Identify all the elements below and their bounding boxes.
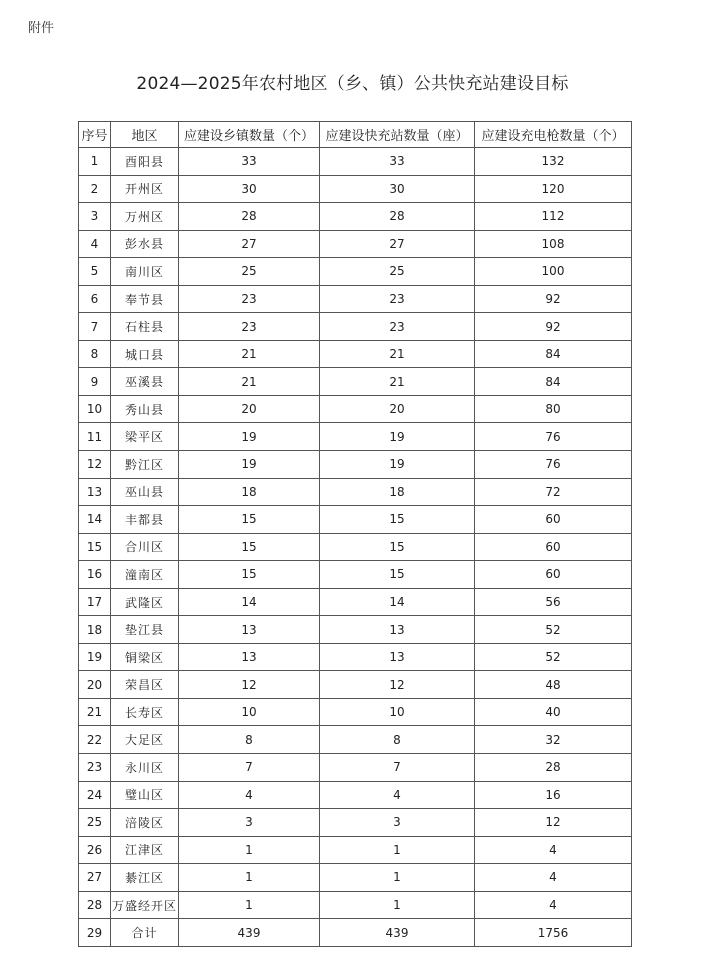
row-region: 城口县 [111, 340, 179, 368]
row-region: 荣昌区 [111, 671, 179, 699]
row-guns: 120 [475, 175, 632, 203]
row-stations: 13 [320, 616, 475, 644]
table-row [79, 864, 632, 892]
row-index: 21 [79, 698, 111, 726]
header-guns: 应建设充电枪数量（个） [475, 122, 632, 148]
row-index: 6 [79, 285, 111, 313]
row-region: 垫江县 [111, 616, 179, 644]
row-guns: 16 [475, 781, 632, 809]
row-towns: 8 [179, 726, 320, 754]
row-region: 潼南区 [111, 561, 179, 589]
row-guns: 76 [475, 423, 632, 451]
table-row [79, 754, 632, 782]
table-row [79, 533, 632, 561]
row-index: 2 [79, 175, 111, 203]
row-guns: 112 [475, 203, 632, 231]
row-stations: 23 [320, 285, 475, 313]
row-index: 19 [79, 643, 111, 671]
table-row [79, 258, 632, 286]
row-towns: 1 [179, 891, 320, 919]
row-guns: 80 [475, 395, 632, 423]
row-towns: 13 [179, 643, 320, 671]
row-towns: 23 [179, 285, 320, 313]
row-towns: 21 [179, 368, 320, 396]
row-guns: 60 [475, 533, 632, 561]
row-guns: 40 [475, 698, 632, 726]
row-stations: 3 [320, 809, 475, 837]
row-region: 綦江区 [111, 864, 179, 892]
row-region: 丰都县 [111, 506, 179, 534]
row-index: 13 [79, 478, 111, 506]
row-towns: 1 [179, 836, 320, 864]
row-towns: 20 [179, 395, 320, 423]
table-row [79, 726, 632, 754]
row-towns: 4 [179, 781, 320, 809]
table-row [79, 423, 632, 451]
table-row [79, 340, 632, 368]
row-stations: 13 [320, 643, 475, 671]
row-towns: 14 [179, 588, 320, 616]
row-towns: 28 [179, 203, 320, 231]
row-region: 巫溪县 [111, 368, 179, 396]
row-region: 彭水县 [111, 230, 179, 258]
row-stations: 12 [320, 671, 475, 699]
row-region: 梁平区 [111, 423, 179, 451]
row-guns: 52 [475, 643, 632, 671]
row-stations: 18 [320, 478, 475, 506]
row-stations: 1 [320, 864, 475, 892]
row-index: 10 [79, 395, 111, 423]
row-index: 5 [79, 258, 111, 286]
row-guns: 48 [475, 671, 632, 699]
targets-table [78, 121, 632, 947]
row-region: 合川区 [111, 533, 179, 561]
row-region: 奉节县 [111, 285, 179, 313]
row-stations: 20 [320, 395, 475, 423]
row-guns: 52 [475, 616, 632, 644]
row-towns: 15 [179, 561, 320, 589]
row-guns: 76 [475, 451, 632, 479]
row-towns: 21 [179, 340, 320, 368]
row-stations: 439 [320, 919, 475, 947]
row-towns: 25 [179, 258, 320, 286]
row-index: 16 [79, 561, 111, 589]
row-guns: 108 [475, 230, 632, 258]
row-guns: 84 [475, 368, 632, 396]
row-stations: 14 [320, 588, 475, 616]
table-row [79, 891, 632, 919]
table-row [79, 368, 632, 396]
row-towns: 15 [179, 506, 320, 534]
row-guns: 84 [475, 340, 632, 368]
row-towns: 19 [179, 423, 320, 451]
row-guns: 60 [475, 561, 632, 589]
row-region: 石柱县 [111, 313, 179, 341]
row-stations: 27 [320, 230, 475, 258]
row-index: 3 [79, 203, 111, 231]
row-guns: 92 [475, 313, 632, 341]
row-index: 18 [79, 616, 111, 644]
row-guns: 56 [475, 588, 632, 616]
row-guns: 1756 [475, 919, 632, 947]
table-row [79, 588, 632, 616]
row-stations: 33 [320, 148, 475, 176]
row-stations: 4 [320, 781, 475, 809]
row-region: 合计 [111, 919, 179, 947]
table-row [79, 919, 632, 947]
row-index: 26 [79, 836, 111, 864]
row-index: 28 [79, 891, 111, 919]
header-index: 序号 [79, 122, 111, 148]
table-row [79, 478, 632, 506]
row-stations: 19 [320, 423, 475, 451]
header-stations: 应建设快充站数量（座） [320, 122, 475, 148]
row-stations: 19 [320, 451, 475, 479]
table-row [79, 175, 632, 203]
row-towns: 18 [179, 478, 320, 506]
table-row [79, 285, 632, 313]
row-towns: 439 [179, 919, 320, 947]
row-index: 17 [79, 588, 111, 616]
table-row [79, 230, 632, 258]
row-region: 长寿区 [111, 698, 179, 726]
row-region: 武隆区 [111, 588, 179, 616]
row-index: 15 [79, 533, 111, 561]
table-row [79, 148, 632, 176]
table-row [79, 671, 632, 699]
table-row [79, 203, 632, 231]
attachment-label: 附件 [28, 21, 55, 36]
row-guns: 28 [475, 754, 632, 782]
table-row [79, 698, 632, 726]
row-stations: 28 [320, 203, 475, 231]
row-towns: 15 [179, 533, 320, 561]
table-header-row [79, 122, 632, 148]
row-index: 12 [79, 451, 111, 479]
row-stations: 1 [320, 836, 475, 864]
table-row [79, 561, 632, 589]
row-towns: 23 [179, 313, 320, 341]
row-stations: 10 [320, 698, 475, 726]
row-towns: 13 [179, 616, 320, 644]
row-region: 巫山县 [111, 478, 179, 506]
row-region: 开州区 [111, 175, 179, 203]
row-index: 23 [79, 754, 111, 782]
row-towns: 10 [179, 698, 320, 726]
row-stations: 21 [320, 340, 475, 368]
table-body [79, 148, 632, 947]
row-stations: 8 [320, 726, 475, 754]
row-index: 20 [79, 671, 111, 699]
row-guns: 60 [475, 506, 632, 534]
row-region: 永川区 [111, 754, 179, 782]
table-row [79, 506, 632, 534]
row-guns: 4 [475, 891, 632, 919]
row-stations: 15 [320, 561, 475, 589]
row-towns: 7 [179, 754, 320, 782]
row-guns: 92 [475, 285, 632, 313]
row-stations: 30 [320, 175, 475, 203]
row-stations: 15 [320, 533, 475, 561]
row-region: 酉阳县 [111, 148, 179, 176]
row-stations: 21 [320, 368, 475, 396]
row-towns: 1 [179, 864, 320, 892]
row-index: 4 [79, 230, 111, 258]
row-region: 秀山县 [111, 395, 179, 423]
header-region: 地区 [111, 122, 179, 148]
row-towns: 12 [179, 671, 320, 699]
row-guns: 132 [475, 148, 632, 176]
row-region: 万州区 [111, 203, 179, 231]
row-guns: 4 [475, 836, 632, 864]
row-guns: 72 [475, 478, 632, 506]
row-index: 22 [79, 726, 111, 754]
row-stations: 1 [320, 891, 475, 919]
row-guns: 12 [475, 809, 632, 837]
row-stations: 7 [320, 754, 475, 782]
row-guns: 4 [475, 864, 632, 892]
table-row [79, 451, 632, 479]
row-towns: 27 [179, 230, 320, 258]
row-index: 1 [79, 148, 111, 176]
row-region: 大足区 [111, 726, 179, 754]
row-region: 南川区 [111, 258, 179, 286]
row-index: 9 [79, 368, 111, 396]
row-guns: 32 [475, 726, 632, 754]
row-index: 7 [79, 313, 111, 341]
row-stations: 25 [320, 258, 475, 286]
document-title: 2024—2025年农村地区（乡、镇）公共快充站建设目标 [136, 74, 569, 94]
table-row [79, 395, 632, 423]
row-index: 14 [79, 506, 111, 534]
row-region: 江津区 [111, 836, 179, 864]
row-guns: 100 [475, 258, 632, 286]
row-towns: 3 [179, 809, 320, 837]
table-row [79, 836, 632, 864]
table-row [79, 643, 632, 671]
header-towns: 应建设乡镇数量（个） [179, 122, 320, 148]
row-region: 铜梁区 [111, 643, 179, 671]
table-row [79, 313, 632, 341]
row-index: 11 [79, 423, 111, 451]
row-towns: 19 [179, 451, 320, 479]
row-region: 万盛经开区 [111, 891, 179, 919]
row-stations: 23 [320, 313, 475, 341]
row-index: 27 [79, 864, 111, 892]
row-region: 黔江区 [111, 451, 179, 479]
row-towns: 30 [179, 175, 320, 203]
table-row [79, 809, 632, 837]
row-index: 8 [79, 340, 111, 368]
table-row [79, 616, 632, 644]
row-index: 25 [79, 809, 111, 837]
row-index: 29 [79, 919, 111, 947]
row-index: 24 [79, 781, 111, 809]
row-region: 璧山区 [111, 781, 179, 809]
row-stations: 15 [320, 506, 475, 534]
row-towns: 33 [179, 148, 320, 176]
row-region: 涪陵区 [111, 809, 179, 837]
table-row [79, 781, 632, 809]
